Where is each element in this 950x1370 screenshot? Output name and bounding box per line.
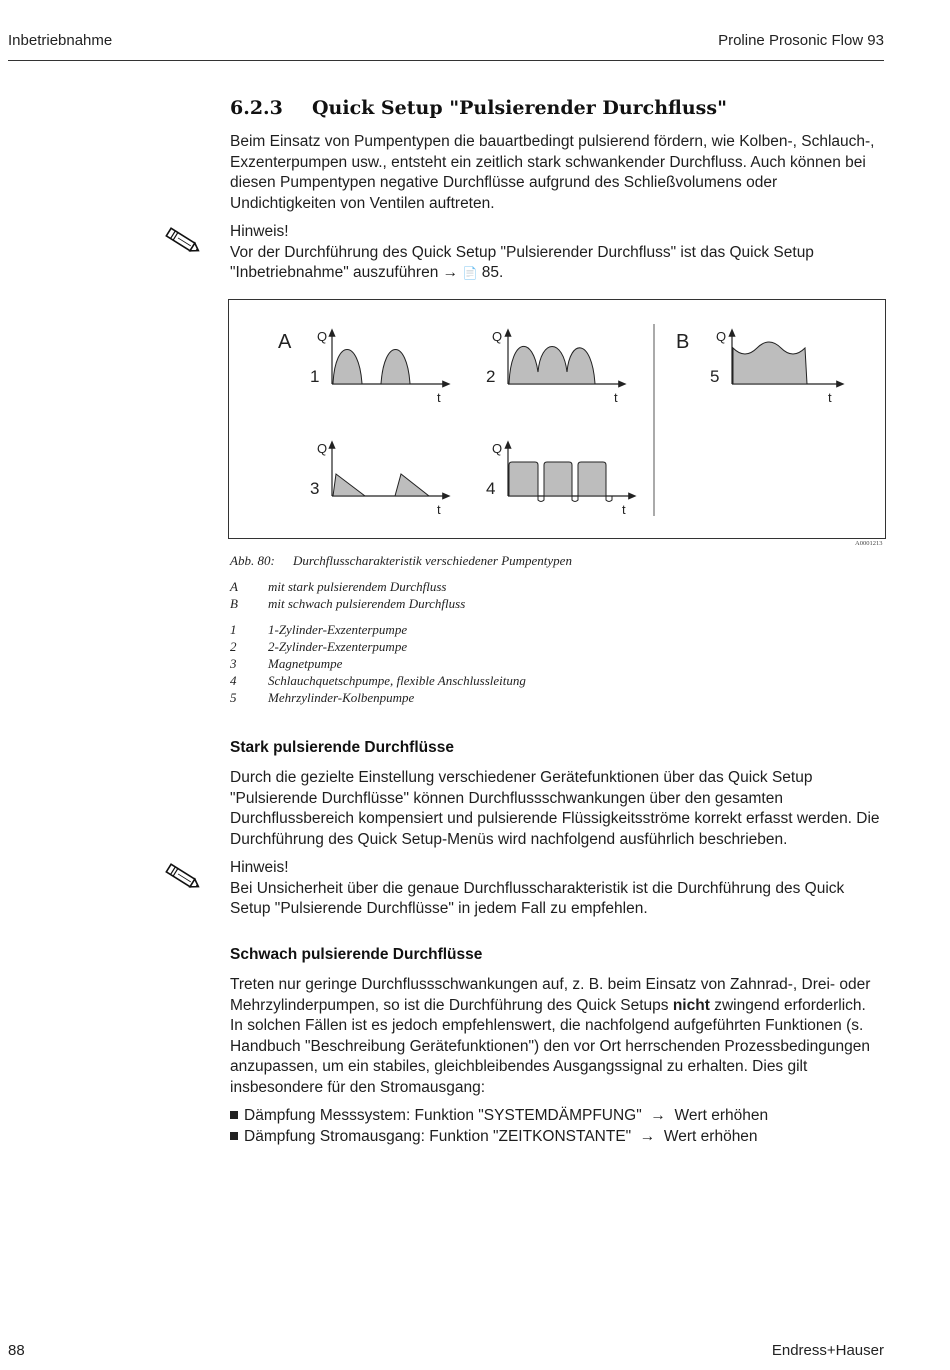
plot-2-t-label: t	[614, 390, 618, 405]
weak-pulsation-text-post: zwingend erforderlich.	[714, 996, 866, 1014]
running-header-chapter: Inbetriebnahme	[8, 32, 113, 49]
plot-4-q-label: Q	[492, 441, 503, 456]
plot-5-multi-piston	[710, 329, 841, 405]
legend-key: A	[230, 579, 238, 594]
note-1-page-ref: 85.	[481, 264, 504, 281]
plot-1-t-label: t	[437, 390, 441, 405]
flow-characteristic-diagram	[229, 300, 885, 538]
group-a-label: A	[278, 331, 292, 353]
note-1	[230, 222, 886, 284]
subheading-weak-pulsation: Schwach pulsierende Durchflüsse	[230, 946, 483, 963]
arrow-right-icon: →	[650, 1107, 666, 1124]
note-2	[230, 858, 886, 920]
running-header-product: Proline Prosonic Flow 93	[718, 32, 884, 49]
arrow-right-icon: →	[639, 1127, 656, 1145]
header-rule	[8, 60, 884, 61]
legend-text: Mehrzylinder-Kolbenpumpe	[268, 690, 415, 705]
page-number: 88	[8, 1342, 25, 1359]
figure-caption	[230, 553, 572, 569]
plot-2-q-label: Q	[492, 329, 503, 344]
intro-paragraph: Beim Einsatz von Pumpentypen die bauartbedingt pulsierend fördern, wie Kolben-, Schlauch-, Exzenterpumpen usw., entsteht ein zeitlich stark schwankender Durchfluss. Auch können bei diesen Pumpentypen negative Durchflüsse aufgrund des Schließvolumens oder Undichtigkeiten von Ventilen auftreten.	[230, 133, 875, 212]
legend-key: 4	[230, 673, 237, 688]
group-b-label: B	[676, 331, 690, 353]
note-1-label: Hinweis!	[230, 223, 289, 240]
plot-5-q-label: Q	[716, 329, 727, 344]
plot-2-eccentric-double	[486, 329, 623, 405]
figure-caption-key: Abb. 80:	[230, 553, 275, 568]
legend-key: 1	[230, 622, 237, 637]
legend-key: 5	[230, 690, 237, 705]
note-2-label: Hinweis!	[230, 859, 289, 876]
legend-row	[230, 639, 407, 655]
plot-3-q-label: Q	[317, 441, 328, 456]
list-item-text: Dämpfung Stromausgang: Funktion "ZEITKONSTANTE"	[244, 1127, 632, 1145]
pencil-note-icon	[162, 224, 202, 258]
legend-row	[230, 579, 447, 595]
legend-text: mit schwach pulsierendem Durchfluss	[268, 596, 466, 611]
recommendation-list	[230, 1106, 768, 1147]
subheading-strong-pulsation: Stark pulsierende Durchflüsse	[230, 739, 454, 756]
weak-pulsation-paragraph-1	[230, 975, 886, 1016]
page-reference-icon: 📄	[462, 266, 478, 280]
weak-pulsation-text-pre: Treten nur geringe Durchflussschwankungen auf, z. B. beim Einsatz von Zahnrad-, Drei- oder Mehrzylinderpumpen, so ist die Durchführung des Quick Setups	[230, 976, 871, 1014]
arrow-right-icon: →	[442, 264, 459, 281]
plot-3-magnetic	[310, 441, 447, 517]
legend-key: 3	[230, 656, 237, 671]
list-item	[230, 1127, 768, 1148]
plot-1-number: 1	[310, 367, 320, 386]
bullet-square-icon	[230, 1111, 238, 1119]
plot-4-t-label: t	[622, 502, 626, 517]
figure-frame	[228, 299, 886, 539]
intro-block	[230, 132, 886, 214]
plot-2-number: 2	[486, 367, 496, 386]
note-1-text	[230, 243, 886, 284]
publisher-name: Endress+Hauser	[771, 1342, 884, 1359]
legend-row	[230, 690, 414, 706]
list-item	[230, 1106, 768, 1127]
plot-1-q-label: Q	[317, 329, 328, 344]
legend-text: mit stark pulsierendem Durchfluss	[268, 579, 447, 594]
note-2-text: Bei Unsicherheit über die genaue Durchflusscharakteristik ist die Durchführung des Quick Setup "Pulsierende Durchflüsse" in jedem Fall zu empfehlen.	[230, 879, 845, 917]
legend-key: 2	[230, 639, 237, 654]
legend-row	[230, 622, 407, 638]
plot-1-eccentric-single	[310, 329, 447, 405]
legend-row	[230, 656, 342, 672]
section-number: 6.2.3	[230, 97, 283, 119]
weak-pulsation-emphasis: nicht	[672, 996, 710, 1014]
legend-key: B	[230, 596, 238, 611]
section-title	[230, 97, 727, 119]
strong-pulsation-paragraph: Durch die gezielte Einstellung verschiedener Gerätefunktionen über das Quick Setup "Pulsierende Durchflüsse" können Durchflussschwankungen über den gesamten Durchflussbereich kompensiert und pulsierende Flüssigkeitsströme korrekt erfasst werden. Die Durchführung des Quick Setup-Menüs wird nachfolgend ausführlich beschrieben.	[230, 769, 880, 848]
figure-id: A0001213	[855, 540, 883, 547]
plot-5-t-label: t	[828, 390, 832, 405]
list-item-result: Wert erhöhen	[674, 1107, 769, 1124]
legend-text: Schlauchquetschpumpe, flexible Anschlussleitung	[268, 673, 526, 688]
list-item-text: Dämpfung Messsystem: Funktion "SYSTEMDÄMPFUNG"	[244, 1107, 642, 1124]
legend-text: 1-Zylinder-Exzenterpumpe	[268, 622, 408, 637]
legend-row	[230, 673, 526, 689]
weak-pulsation-paragraph-2: In solchen Fällen ist es jedoch empfehlenswert, die nachfolgend aufgeführten Funktionen (s. Handbuch "Beschreibung Gerätefunktionen") den vor Ort herrschenden Prozessbedingungen anzupassen, um ein stabiles, gleichbleibendes Ausgangssignal zu erhalten. Dies gilt insbesondere für den Stromausgang:	[230, 1017, 871, 1096]
pencil-note-icon	[162, 860, 202, 894]
plot-3-number: 3	[310, 479, 320, 498]
strong-pulsation-block	[230, 768, 886, 850]
plot-4-number: 4	[486, 479, 496, 498]
weak-pulsation-block	[230, 975, 886, 1098]
plot-3-t-label: t	[437, 502, 441, 517]
list-item-result: Wert erhöhen	[663, 1127, 758, 1145]
bullet-square-icon	[230, 1132, 238, 1140]
legend-text: 2-Zylinder-Exzenterpumpe	[268, 639, 408, 654]
section-title-text: Quick Setup "Pulsierender Durchfluss"	[312, 97, 727, 119]
plot-4-peristaltic	[486, 441, 633, 517]
note-1-text-main: Vor der Durchführung des Quick Setup "Pulsierender Durchfluss" ist das Quick Setup "Inbetriebnahme" auszuführen	[230, 243, 814, 281]
plot-5-number: 5	[710, 367, 720, 386]
legend-row	[230, 596, 465, 612]
legend-text: Magnetpumpe	[268, 656, 343, 671]
figure-caption-text: Durchflusscharakteristik verschiedener Pumpentypen	[293, 553, 572, 568]
